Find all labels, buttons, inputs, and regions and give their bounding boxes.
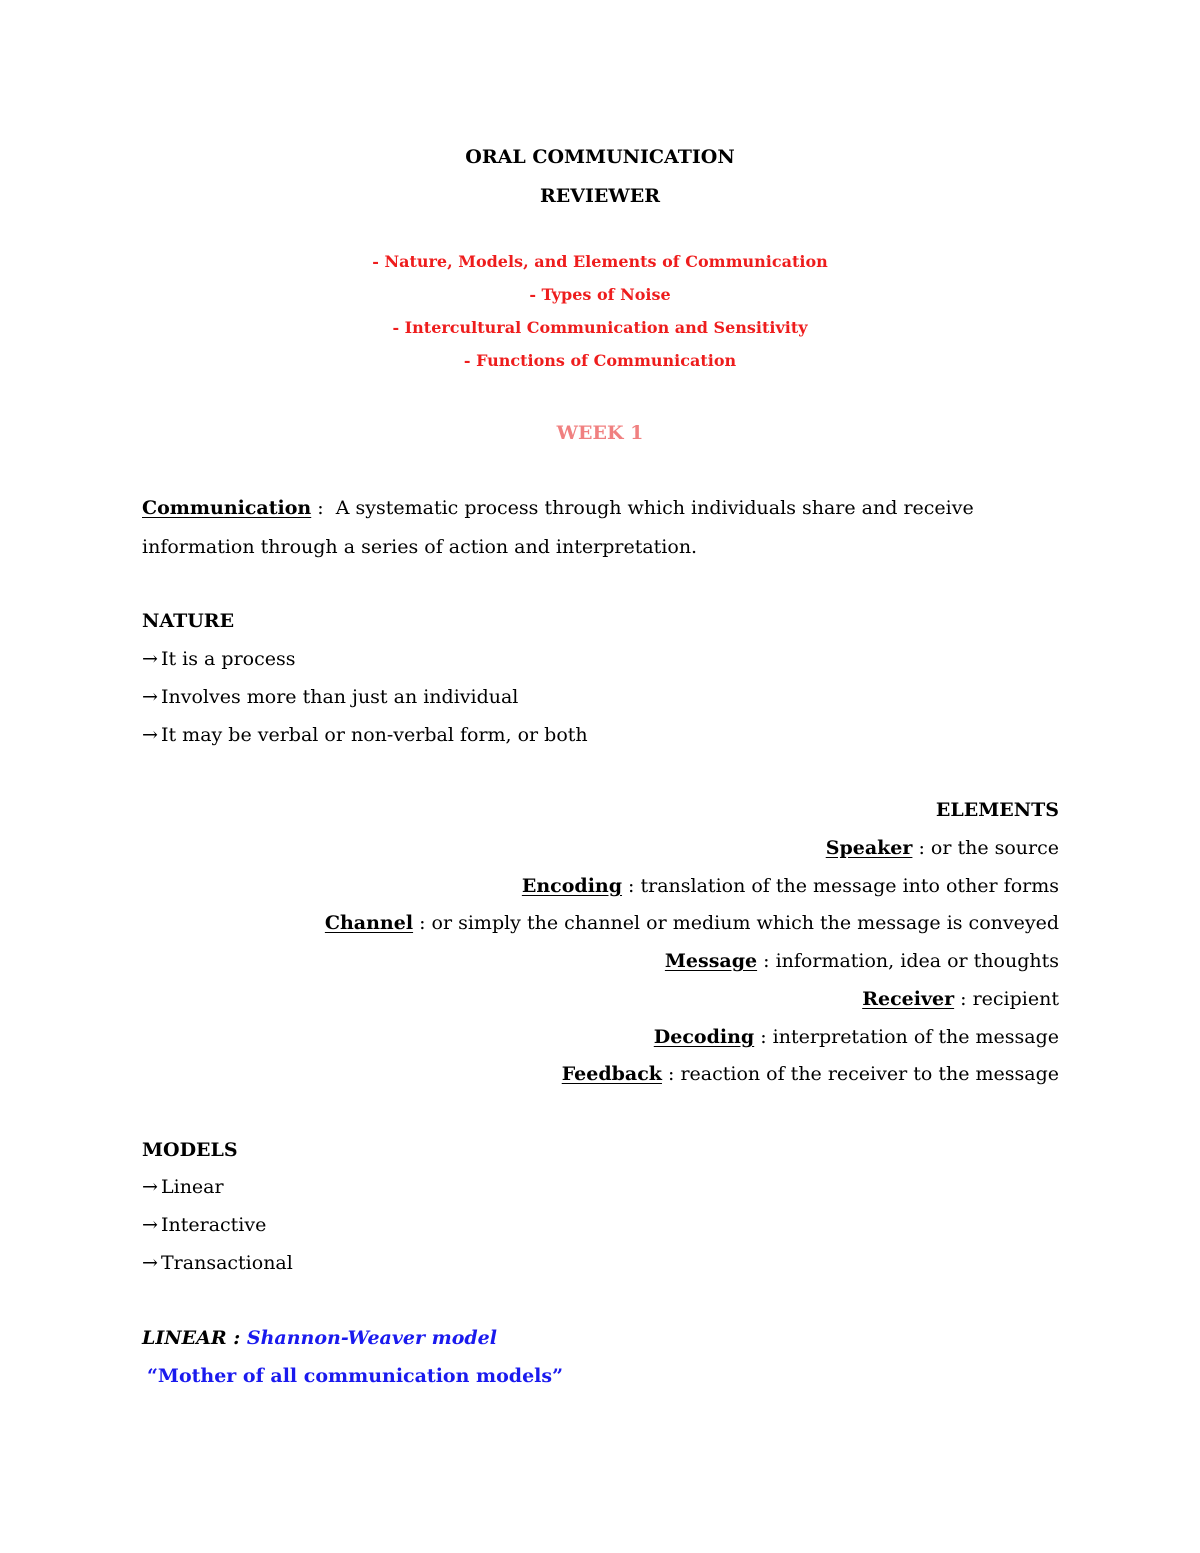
nature-item-text: Involves more than just an individual [161, 686, 519, 708]
topic-item: - Nature, Models, and Elements of Communication [372, 252, 828, 271]
topic-item: - Types of Noise [529, 285, 671, 304]
nature-item [142, 722, 588, 748]
nature-item-text: It is a process [161, 648, 296, 670]
element-term: Decoding [653, 1026, 755, 1048]
element-desc: : interpretation of the message [754, 1026, 1059, 1048]
linear-model-name: Shannon-Weaver model [246, 1327, 497, 1349]
definition-text: A systematic process through which individuals share and receive [335, 497, 974, 519]
definition-separator: : [311, 497, 336, 519]
element-item [522, 873, 1059, 899]
arrow-icon: → [142, 1176, 158, 1198]
arrow-icon: → [142, 1214, 158, 1236]
linear-quote: “Mother of all communication models” [147, 1365, 564, 1387]
definition-term: Communication [142, 497, 312, 519]
element-term: Message [664, 950, 758, 972]
nature-item [142, 646, 295, 672]
element-item [654, 1024, 1059, 1050]
linear-model-line [142, 1325, 497, 1351]
element-term: Encoding [521, 875, 623, 897]
model-item-text: Interactive [161, 1214, 267, 1236]
arrow-icon: → [142, 724, 158, 746]
linear-label: LINEAR : [142, 1327, 247, 1349]
models-heading: MODELS [142, 1139, 238, 1161]
nature-item [142, 684, 518, 710]
element-term: Feedback [561, 1063, 662, 1085]
nature-item-text: It may be verbal or non-verbal form, or both [161, 724, 588, 746]
element-desc: : or simply the channel or medium which the message is conveyed [413, 912, 1059, 934]
arrow-icon: → [142, 648, 158, 670]
elements-heading: ELEMENTS [935, 799, 1059, 821]
definition-line-2: information through a series of action and interpretation. [142, 536, 698, 558]
element-desc: : or the source [912, 837, 1059, 859]
topic-item: - Intercultural Communication and Sensitivity [392, 318, 808, 337]
element-item [826, 835, 1059, 861]
element-desc: : reaction of the receiver to the message [661, 1063, 1059, 1085]
model-item [142, 1212, 266, 1238]
nature-heading: NATURE [142, 610, 235, 632]
element-term: Receiver [862, 988, 955, 1010]
model-item [142, 1174, 224, 1200]
element-item [562, 1061, 1059, 1087]
model-item-text: Transactional [161, 1252, 293, 1274]
element-desc: : information, idea or thoughts [757, 950, 1059, 972]
element-item [665, 948, 1059, 974]
element-desc: : recipient [954, 988, 1059, 1010]
page-subtitle: REVIEWER [540, 185, 660, 207]
element-item [325, 910, 1059, 936]
element-item [862, 986, 1059, 1012]
element-term: Channel [324, 912, 414, 934]
definition-line-1 [142, 495, 974, 521]
element-desc: : translation of the message into other forms [622, 875, 1059, 897]
arrow-icon: → [142, 686, 158, 708]
arrow-icon: → [142, 1252, 158, 1274]
element-term: Speaker [825, 837, 913, 859]
topic-item: - Functions of Communication [463, 351, 737, 370]
model-item-text: Linear [161, 1176, 224, 1198]
week-heading: WEEK 1 [556, 422, 644, 444]
page-title: ORAL COMMUNICATION [465, 146, 735, 168]
model-item [142, 1250, 293, 1276]
